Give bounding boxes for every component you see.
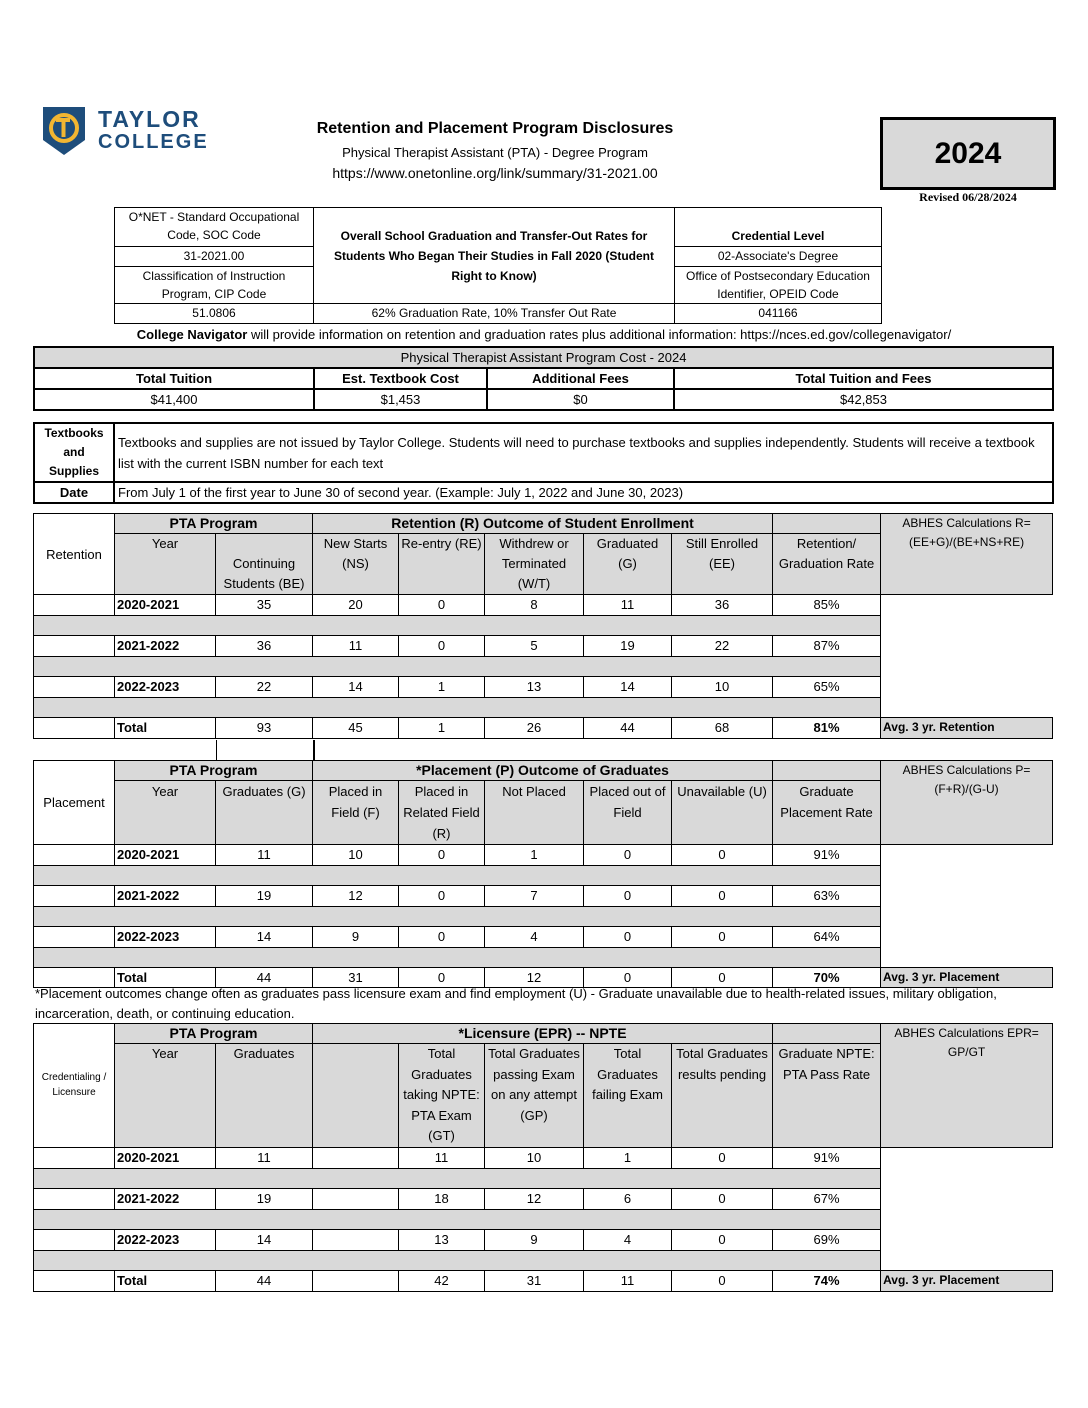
date-label: Date (34, 482, 114, 503)
navigator-text: will provide information on retention and graduation rates plus additional information: https://nces.ed.gov/collegenavigator/ (247, 327, 952, 342)
table-cell: 19 (216, 886, 313, 907)
licensure-outcome-title: *Licensure (EPR) -- NPTE (313, 1024, 773, 1044)
col-header: Retention/ Graduation Rate (773, 534, 881, 595)
cost-value: $0 (487, 389, 674, 410)
table-cell: 12 (485, 1188, 584, 1209)
table-cell: 5 (485, 636, 584, 657)
table-cell: 12 (313, 886, 399, 907)
total-rate: 74% (773, 1270, 881, 1291)
table-cell: 0 (672, 1147, 773, 1168)
total-cell: 0 (672, 1270, 773, 1291)
table-cell: 22 (216, 677, 313, 698)
avg-retention-label: Avg. 3 yr. Retention (881, 718, 1053, 739)
spacer-row (34, 1250, 881, 1270)
table-cell: 19 (216, 1188, 313, 1209)
table-cell: 14 (584, 677, 672, 698)
table-cell: 0 (672, 1188, 773, 1209)
cell-blank (881, 636, 1053, 657)
cell-blank (881, 907, 1053, 927)
onet-label: O*NET - Standard Occupational Code, SOC Code (115, 208, 314, 247)
table-cell: 0 (584, 886, 672, 907)
cell-blank (881, 698, 1053, 718)
cell-blank (881, 927, 1053, 948)
table-cell: 10 (313, 845, 399, 866)
cell-blank (881, 1229, 1053, 1250)
table-cell: 0 (672, 886, 773, 907)
total-label: Total (115, 968, 216, 988)
col-header: Not Placed (485, 781, 584, 845)
licensure-abhes: ABHES Calculations EPR= GP/GT (881, 1024, 1053, 1148)
cell-blank (881, 1188, 1053, 1209)
col-header: Placed out of Field (584, 781, 672, 845)
placement-abhes: ABHES Calculations P=(F+R)/(G-U) (881, 761, 1053, 845)
col-header: New Starts (NS) (313, 534, 399, 595)
total-cell: 12 (485, 968, 584, 988)
credential-value: 02-Associate's Degree (675, 247, 882, 267)
cost-value: $41,400 (34, 389, 314, 410)
table-cell: 0 (399, 845, 485, 866)
table-row-year: 2020-2021 (115, 595, 216, 616)
soc-code: 31-2021.00 (115, 247, 314, 267)
page-title: Retention and Placement Program Disclosures (316, 120, 674, 137)
cell-blank (34, 1188, 115, 1209)
table-cell: 65% (773, 677, 881, 698)
cell-blank (881, 845, 1053, 866)
table-cell: 11 (216, 845, 313, 866)
licensure-program: PTA Program (115, 1024, 313, 1044)
avg-licensure-label: Avg. 3 yr. Placement (881, 1270, 1053, 1291)
total-cell: 45 (313, 718, 399, 739)
cell-blank (34, 677, 115, 698)
spacer-row (34, 1209, 881, 1229)
table-cell: 8 (485, 595, 584, 616)
cell-blank (34, 1229, 115, 1250)
cell-blank (881, 616, 1053, 636)
col-header: Graduates (G) (216, 781, 313, 845)
table-cell: 13 (399, 1229, 485, 1250)
spacer-row (34, 948, 881, 968)
table-cell: 64% (773, 927, 881, 948)
retention-program: PTA Program (115, 514, 313, 534)
table-cell: 1 (485, 845, 584, 866)
table-cell: 19 (584, 636, 672, 657)
licensure-table (33, 1023, 1053, 1292)
table-cell: 10 (672, 677, 773, 698)
table-cell: 1 (399, 677, 485, 698)
table-cell: 0 (399, 595, 485, 616)
table-cell: 6 (584, 1188, 672, 1209)
table-row-year: 2021-2022 (115, 636, 216, 657)
col-header: Total Graduates failing Exam (584, 1044, 672, 1148)
total-cell: 44 (584, 718, 672, 739)
table-cell: 9 (485, 1229, 584, 1250)
total-cell: 26 (485, 718, 584, 739)
cost-value: $42,853 (674, 389, 1053, 410)
col-header: Unavailable (U) (672, 781, 773, 845)
cost-title: Physical Therapist Assistant Program Cost - 2024 (34, 347, 1053, 368)
table-cell: 0 (584, 927, 672, 948)
table-row-year: 2020-2021 (115, 845, 216, 866)
total-cell: 11 (584, 1270, 672, 1291)
onet-url: https://www.onetonline.org/link/summary/31-2021.00 (332, 165, 658, 181)
header-blank (773, 514, 881, 534)
col-header: Still Enrolled (EE) (672, 534, 773, 595)
table-cell: 11 (216, 1147, 313, 1168)
cost-header: Additional Fees (487, 368, 674, 389)
table-cell: 11 (313, 636, 399, 657)
cell-blank (34, 886, 115, 907)
table-row-year: 2021-2022 (115, 1188, 216, 1209)
cell-blank (881, 1250, 1053, 1270)
total-rate: 81% (773, 718, 881, 739)
col-header (313, 1044, 399, 1148)
separator-box (216, 740, 315, 761)
table-cell: 4 (485, 927, 584, 948)
table-cell: 20 (313, 595, 399, 616)
total-cell: 0 (672, 968, 773, 988)
retention-outcome-title: Retention (R) Outcome of Student Enrollment (313, 514, 773, 534)
col-header: Graduate Placement Rate (773, 781, 881, 845)
total-cell: 31 (313, 968, 399, 988)
college-logo (40, 104, 215, 158)
col-header: Graduates (216, 1044, 313, 1148)
total-label: Total (115, 718, 216, 739)
spacer-row (34, 907, 881, 927)
cell-blank (34, 845, 115, 866)
table-cell: 36 (672, 595, 773, 616)
logo-text-top: TAYLOR (98, 106, 201, 132)
total-cell: 68 (672, 718, 773, 739)
table-cell: 18 (399, 1188, 485, 1209)
placement-table (33, 760, 1053, 988)
table-cell: 7 (485, 886, 584, 907)
cost-header: Est. Textbook Cost (314, 368, 487, 389)
col-header: Graduated (G) (584, 534, 672, 595)
total-cell: 93 (216, 718, 313, 739)
cell-blank (881, 1147, 1053, 1168)
table-cell: 0 (399, 927, 485, 948)
col-header: Total Graduates taking NPTE: PTA Exam (GT) (399, 1044, 485, 1148)
retention-side-label: Retention (34, 514, 115, 595)
college-navigator-note (36, 327, 1052, 342)
table-cell: 11 (584, 595, 672, 616)
placement-note: *Placement outcomes change often as graduates pass licensure exam and find employment (U) - Graduate unavailable due to health-related issues, military obligation, incarceration, death, or continuing education. (35, 986, 997, 1021)
cell-blank (881, 657, 1053, 677)
table-cell (313, 1188, 399, 1209)
cell-blank (881, 886, 1053, 907)
col-header: Continuing Students (BE) (216, 534, 313, 595)
textbooks-table (33, 422, 1054, 504)
spacer-row (34, 657, 881, 677)
cell-blank (881, 677, 1053, 698)
table-cell: 9 (313, 927, 399, 948)
page-subtitle: Physical Therapist Assistant (PTA) - Degree Program (342, 145, 648, 160)
retention-table (33, 513, 1053, 739)
total-cell: 0 (584, 968, 672, 988)
textbooks-text: Textbooks and supplies are not issued by Taylor College. Students will need to purchase textbooks and supplies independently. Students will receive a textbook list with the current ISBN number for each text (114, 423, 1053, 482)
opeid-label: Office of Postsecondary Education Identifier, OPEID Code (675, 267, 882, 304)
rates-title: Overall School Graduation and Transfer-Out Rates for Students Who Began Their Studies in Fall 2020 (Student Right to Know) (314, 208, 675, 304)
header-blank (773, 1024, 881, 1044)
table-cell: 67% (773, 1188, 881, 1209)
separator-line (313, 740, 314, 760)
table-cell: 14 (313, 677, 399, 698)
placement-program: PTA Program (115, 761, 313, 781)
logo-text-bottom: COLLEGE (98, 131, 209, 153)
col-header: Placed in Related Field (R) (399, 781, 485, 845)
total-cell (313, 1270, 399, 1291)
table-cell: 0 (399, 886, 485, 907)
table-cell: 0 (584, 845, 672, 866)
table-cell: 0 (399, 636, 485, 657)
rates-value: 62% Graduation Rate, 10% Transfer Out Rate (314, 304, 675, 324)
col-header: Year (115, 781, 216, 845)
cell-blank (881, 1209, 1053, 1229)
navigator-bold: College Navigator (136, 327, 248, 342)
cell-blank (34, 636, 115, 657)
table-cell: 0 (672, 927, 773, 948)
table-row-year: 2022-2023 (115, 677, 216, 698)
total-cell: 31 (485, 1270, 584, 1291)
opeid-value: 041166 (675, 304, 882, 324)
spacer-row (34, 866, 881, 886)
cost-value: $1,453 (314, 389, 487, 410)
col-header: Total Graduates passing Exam on any attempt (GP) (485, 1044, 584, 1148)
table-cell: 11 (399, 1147, 485, 1168)
table-row-year: 2022-2023 (115, 1229, 216, 1250)
table-cell: 87% (773, 636, 881, 657)
table-cell: 14 (216, 1229, 313, 1250)
table-cell: 35 (216, 595, 313, 616)
cell-blank (34, 718, 115, 739)
cell-blank (34, 927, 115, 948)
col-header: Total Graduates results pending (672, 1044, 773, 1148)
cost-header: Total Tuition (34, 368, 314, 389)
table-cell: 36 (216, 636, 313, 657)
cell-blank (881, 1168, 1053, 1188)
col-header: Re-entry (RE) (399, 534, 485, 595)
placement-outcome-title: *Placement (P) Outcome of Graduates (313, 761, 773, 781)
cell-blank (34, 1147, 115, 1168)
licensure-side-label: Credentialing / Licensure (34, 1024, 115, 1148)
table-cell: 22 (672, 636, 773, 657)
total-cell: 1 (399, 718, 485, 739)
table-row-year: 2022-2023 (115, 927, 216, 948)
credential-label: Credential Level (675, 208, 882, 247)
table-cell: 10 (485, 1147, 584, 1168)
total-cell: 42 (399, 1270, 485, 1291)
retention-abhes: ABHES Calculations R=(EE+G)/(BE+NS+RE) (881, 514, 1053, 595)
table-cell: 63% (773, 886, 881, 907)
col-header: Placed in Field (F) (313, 781, 399, 845)
program-cost-table (33, 346, 1054, 411)
table-row-year: 2020-2021 (115, 1147, 216, 1168)
total-rate: 70% (773, 968, 881, 988)
textbooks-label: Textbooks and Supplies (34, 423, 114, 482)
date-text: From July 1 of the first year to June 30 of second year. (Example: July 1, 2022 and June 30, 2023) (114, 482, 1053, 503)
cell-blank (34, 1270, 115, 1291)
placement-side-label: Placement (34, 761, 115, 845)
table-cell: 69% (773, 1229, 881, 1250)
spacer-row (34, 698, 881, 718)
cell-blank (881, 866, 1053, 886)
total-cell: 44 (216, 1270, 313, 1291)
col-header: Withdrew or Terminated (W/T) (485, 534, 584, 595)
avg-placement-label: Avg. 3 yr. Placement (881, 968, 1053, 988)
table-cell: 91% (773, 1147, 881, 1168)
col-header: Graduate NPTE: PTA Pass Rate (773, 1044, 881, 1148)
cip-label: Classification of Instruction Program, CIP Code (115, 267, 314, 304)
spacer-row (34, 616, 881, 636)
revised-date: Revised 06/28/2024 (919, 190, 1017, 204)
total-label: Total (115, 1270, 216, 1291)
logo-shield-icon (40, 104, 88, 158)
year-box: 2024 (880, 117, 1056, 190)
program-info-table (114, 207, 882, 324)
table-cell: 4 (584, 1229, 672, 1250)
table-cell: 0 (672, 845, 773, 866)
col-header: Year (115, 534, 216, 595)
table-cell: 13 (485, 677, 584, 698)
table-cell (313, 1147, 399, 1168)
table-row-year: 2021-2022 (115, 886, 216, 907)
table-cell: 91% (773, 845, 881, 866)
table-cell: 1 (584, 1147, 672, 1168)
table-cell: 85% (773, 595, 881, 616)
cip-code: 51.0806 (115, 304, 314, 324)
cell-blank (881, 948, 1053, 968)
table-cell (313, 1229, 399, 1250)
total-cell: 0 (399, 968, 485, 988)
col-header: Year (115, 1044, 216, 1148)
cost-header: Total Tuition and Fees (674, 368, 1053, 389)
total-cell: 44 (216, 968, 313, 988)
header-blank (773, 761, 881, 781)
cell-blank (34, 595, 115, 616)
spacer-row (34, 1168, 881, 1188)
table-cell: 0 (672, 1229, 773, 1250)
table-cell: 14 (216, 927, 313, 948)
cell-blank (881, 595, 1053, 616)
